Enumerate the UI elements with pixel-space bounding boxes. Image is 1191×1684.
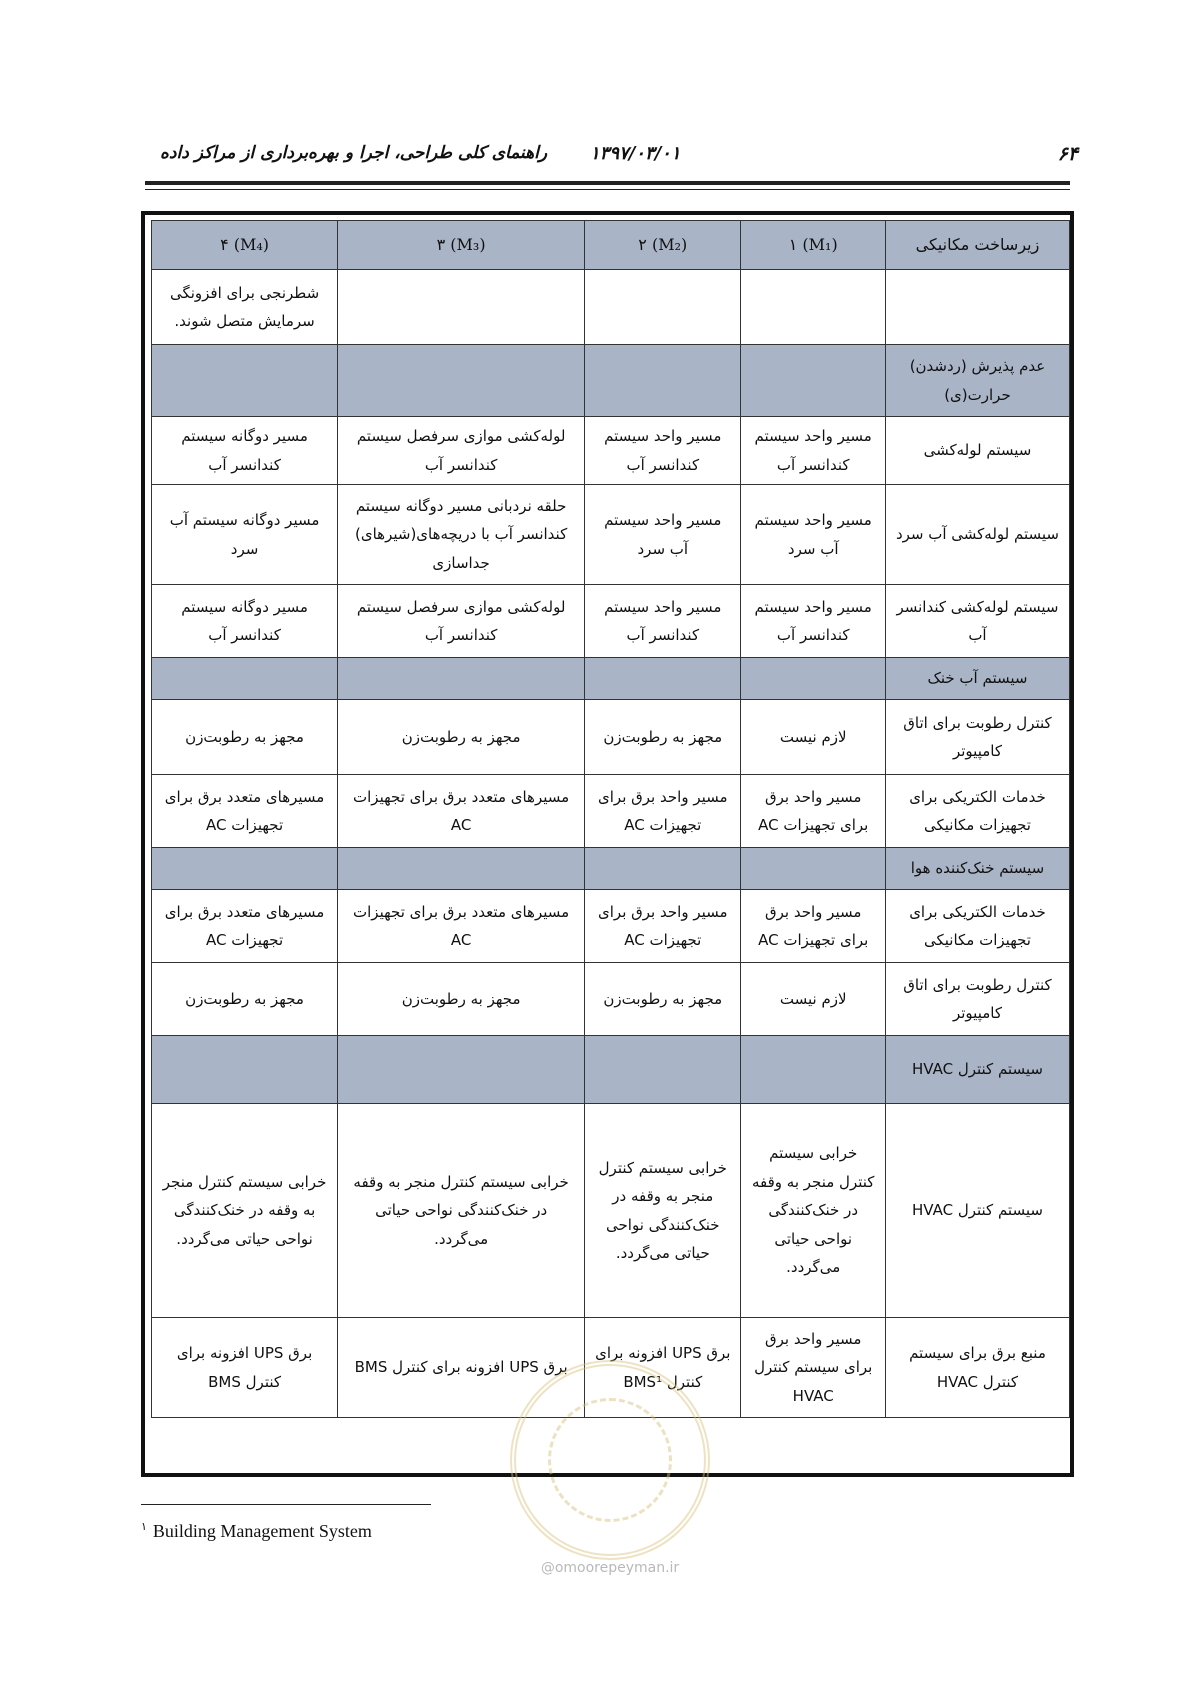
table-cell: مجهز به رطوبت‌زن <box>338 700 585 775</box>
row-label: خدمات الکتریکی برای تجهیزات مکانیکی <box>885 775 1069 848</box>
table-cell: شطرنجی برای افزونگی سرمایش متصل شوند. <box>152 270 338 345</box>
table-cell <box>585 848 741 890</box>
section-label: سیستم کنترل HVAC <box>885 1036 1069 1104</box>
table-cell: مسیرهای متعدد برق برای تجهیزات AC <box>152 890 338 963</box>
row-label <box>885 270 1069 345</box>
table-cell: خرابی سیستم کنترل منجر به وقفه در خنک‌کنندگی نواحی حیاتی می‌گردد. <box>338 1104 585 1318</box>
table-cell: مسیر دوگانه سیستم کندانسر آب <box>152 417 338 485</box>
column-header: (M₂) ۲ <box>585 221 741 270</box>
table-row <box>152 485 1070 585</box>
row-label: کنترل رطوبت برای اتاق کامپیوتر <box>885 963 1069 1036</box>
section-row <box>152 658 1070 700</box>
table-header-row <box>152 221 1070 270</box>
table-cell <box>338 270 585 345</box>
table-row <box>152 890 1070 963</box>
table-cell: مسیر واحد برق برای تجهیزات AC <box>585 890 741 963</box>
footnote-rule <box>141 1504 431 1505</box>
table-row <box>152 417 1070 485</box>
table-cell <box>338 1036 585 1104</box>
table-cell <box>741 345 885 417</box>
table-row <box>152 700 1070 775</box>
table-cell: مسیر واحد سیستم کندانسر آب <box>585 585 741 658</box>
table-row <box>152 585 1070 658</box>
table-cell <box>152 848 338 890</box>
section-label: عدم پذیرش (ردشدن) حرارت(ی) <box>885 345 1069 417</box>
column-header: (M₁) ۱ <box>741 221 885 270</box>
table-cell: مسیر واحد سیستم کندانسر آب <box>741 417 885 485</box>
table-cell: مسیرهای متعدد برق برای تجهیزات AC <box>338 890 585 963</box>
table-cell: مجهز به رطوبت‌زن <box>152 963 338 1036</box>
table-cell: برق UPS افزونه برای کنترل BMS <box>152 1318 338 1418</box>
watermark-site: @omoorepeyman.ir <box>540 1560 680 1576</box>
header-date: ۱۳۹۷/۰۳/۰۱ <box>590 143 681 164</box>
table-frame <box>141 211 1074 1477</box>
header-rule-thick <box>145 181 1070 185</box>
table-cell: لوله‌کشی موازی سرفصل سیستم کندانسر آب <box>338 585 585 658</box>
footnote-text: Building Management System <box>152 1521 372 1541</box>
table-cell <box>338 658 585 700</box>
table-cell: مجهز به رطوبت‌زن <box>338 963 585 1036</box>
table-cell <box>152 1036 338 1104</box>
table-cell: مسیر واحد برق برای تجهیزات AC <box>741 890 885 963</box>
section-row <box>152 848 1070 890</box>
row-label: خدمات الکتریکی برای تجهیزات مکانیکی <box>885 890 1069 963</box>
watermark-seal-inner <box>548 1398 672 1522</box>
section-label: سیستم آب خنک <box>885 658 1069 700</box>
table-cell: مسیر واحد برق برای سیستم کنترل HVAC <box>741 1318 885 1418</box>
row-label: کنترل رطوبت برای اتاق کامپیوتر <box>885 700 1069 775</box>
table-cell: مسیر واحد برق برای تجهیزات AC <box>741 775 885 848</box>
table-cell <box>585 658 741 700</box>
table-cell: مسیر دوگانه سیستم آب سرد <box>152 485 338 585</box>
mechanical-infrastructure-table <box>151 220 1070 1418</box>
table-cell: خرابی سیستم کنترل منجر به وقفه در خنک‌کنندگی نواحی حیاتی می‌گردد. <box>152 1104 338 1318</box>
header-title: راهنمای کلی طراحی، اجرا و بهره‌برداری از مراکز داده <box>160 143 548 163</box>
table-row <box>152 963 1070 1036</box>
table-cell: برق UPS افزونه برای کنترل BMS¹ <box>585 1318 741 1418</box>
table-cell: مجهز به رطوبت‌زن <box>585 700 741 775</box>
table-cell: مسیر واحد سیستم کندانسر آب <box>741 585 885 658</box>
table-cell <box>585 1036 741 1104</box>
table-cell <box>338 848 585 890</box>
header-rule-thin <box>145 189 1070 190</box>
table-cell: مسیر واحد سیستم آب سرد <box>585 485 741 585</box>
table-cell: مجهز به رطوبت‌زن <box>585 963 741 1036</box>
section-label: سیستم خنک‌کننده هوا <box>885 848 1069 890</box>
table-cell: خرابی سیستم کنترل منجر به وقفه در خنک‌کنندگی نواحی حیاتی می‌گردد. <box>585 1104 741 1318</box>
row-label: سیستم لوله‌کشی کندانسر آب <box>885 585 1069 658</box>
row-label: سیستم لوله‌کشی <box>885 417 1069 485</box>
table-cell: حلقه نردبانی مسیر دوگانه سیستم کندانسر آب با دریچه‌های(شیرهای) جداسازی <box>338 485 585 585</box>
table-cell: مسیرهای متعدد برق برای تجهیزات AC <box>338 775 585 848</box>
table-cell <box>152 658 338 700</box>
table-cell <box>338 345 585 417</box>
table-cell <box>741 848 885 890</box>
section-row <box>152 345 1070 417</box>
table-cell: مسیر واحد سیستم کندانسر آب <box>585 417 741 485</box>
row-label: منبع برق برای سیستم کنترل HVAC <box>885 1318 1069 1418</box>
table-cell: لازم نیست <box>741 700 885 775</box>
table-cell <box>741 658 885 700</box>
column-header: (M₃) ۳ <box>338 221 585 270</box>
column-header: زیرساخت مکانیکی <box>885 221 1069 270</box>
table-cell <box>585 345 741 417</box>
footnote-marker: ۱ <box>141 1521 147 1533</box>
column-header: (M₄) ۴ <box>152 221 338 270</box>
table-cell <box>152 345 338 417</box>
table-cell: مجهز به رطوبت‌زن <box>152 700 338 775</box>
table-cell: لوله‌کشی موازی سرفصل سیستم کندانسر آب <box>338 417 585 485</box>
table-cell: مسیر واحد سیستم آب سرد <box>741 485 885 585</box>
table-cell: مسیر واحد برق برای تجهیزات AC <box>585 775 741 848</box>
footnote <box>141 1520 372 1542</box>
row-label: سیستم لوله‌کشی آب سرد <box>885 485 1069 585</box>
table-cell <box>741 1036 885 1104</box>
table-cell: مسیرهای متعدد برق برای تجهیزات AC <box>152 775 338 848</box>
table-cell <box>741 270 885 345</box>
page-number: ۶۴ <box>1057 143 1078 165</box>
row-label: سیستم کنترل HVAC <box>885 1104 1069 1318</box>
table-cell: برق UPS افزونه برای کنترل BMS <box>338 1318 585 1418</box>
table-row <box>152 270 1070 345</box>
table-cell <box>585 270 741 345</box>
section-row <box>152 1036 1070 1104</box>
table-cell: لازم نیست <box>741 963 885 1036</box>
table-row <box>152 775 1070 848</box>
table-cell: مسیر دوگانه سیستم کندانسر آب <box>152 585 338 658</box>
table-row <box>152 1104 1070 1318</box>
table-cell: خرابی سیستم کنترل منجر به وقفه در خنک‌کنندگی نواحی حیاتی می‌گردد. <box>741 1104 885 1318</box>
